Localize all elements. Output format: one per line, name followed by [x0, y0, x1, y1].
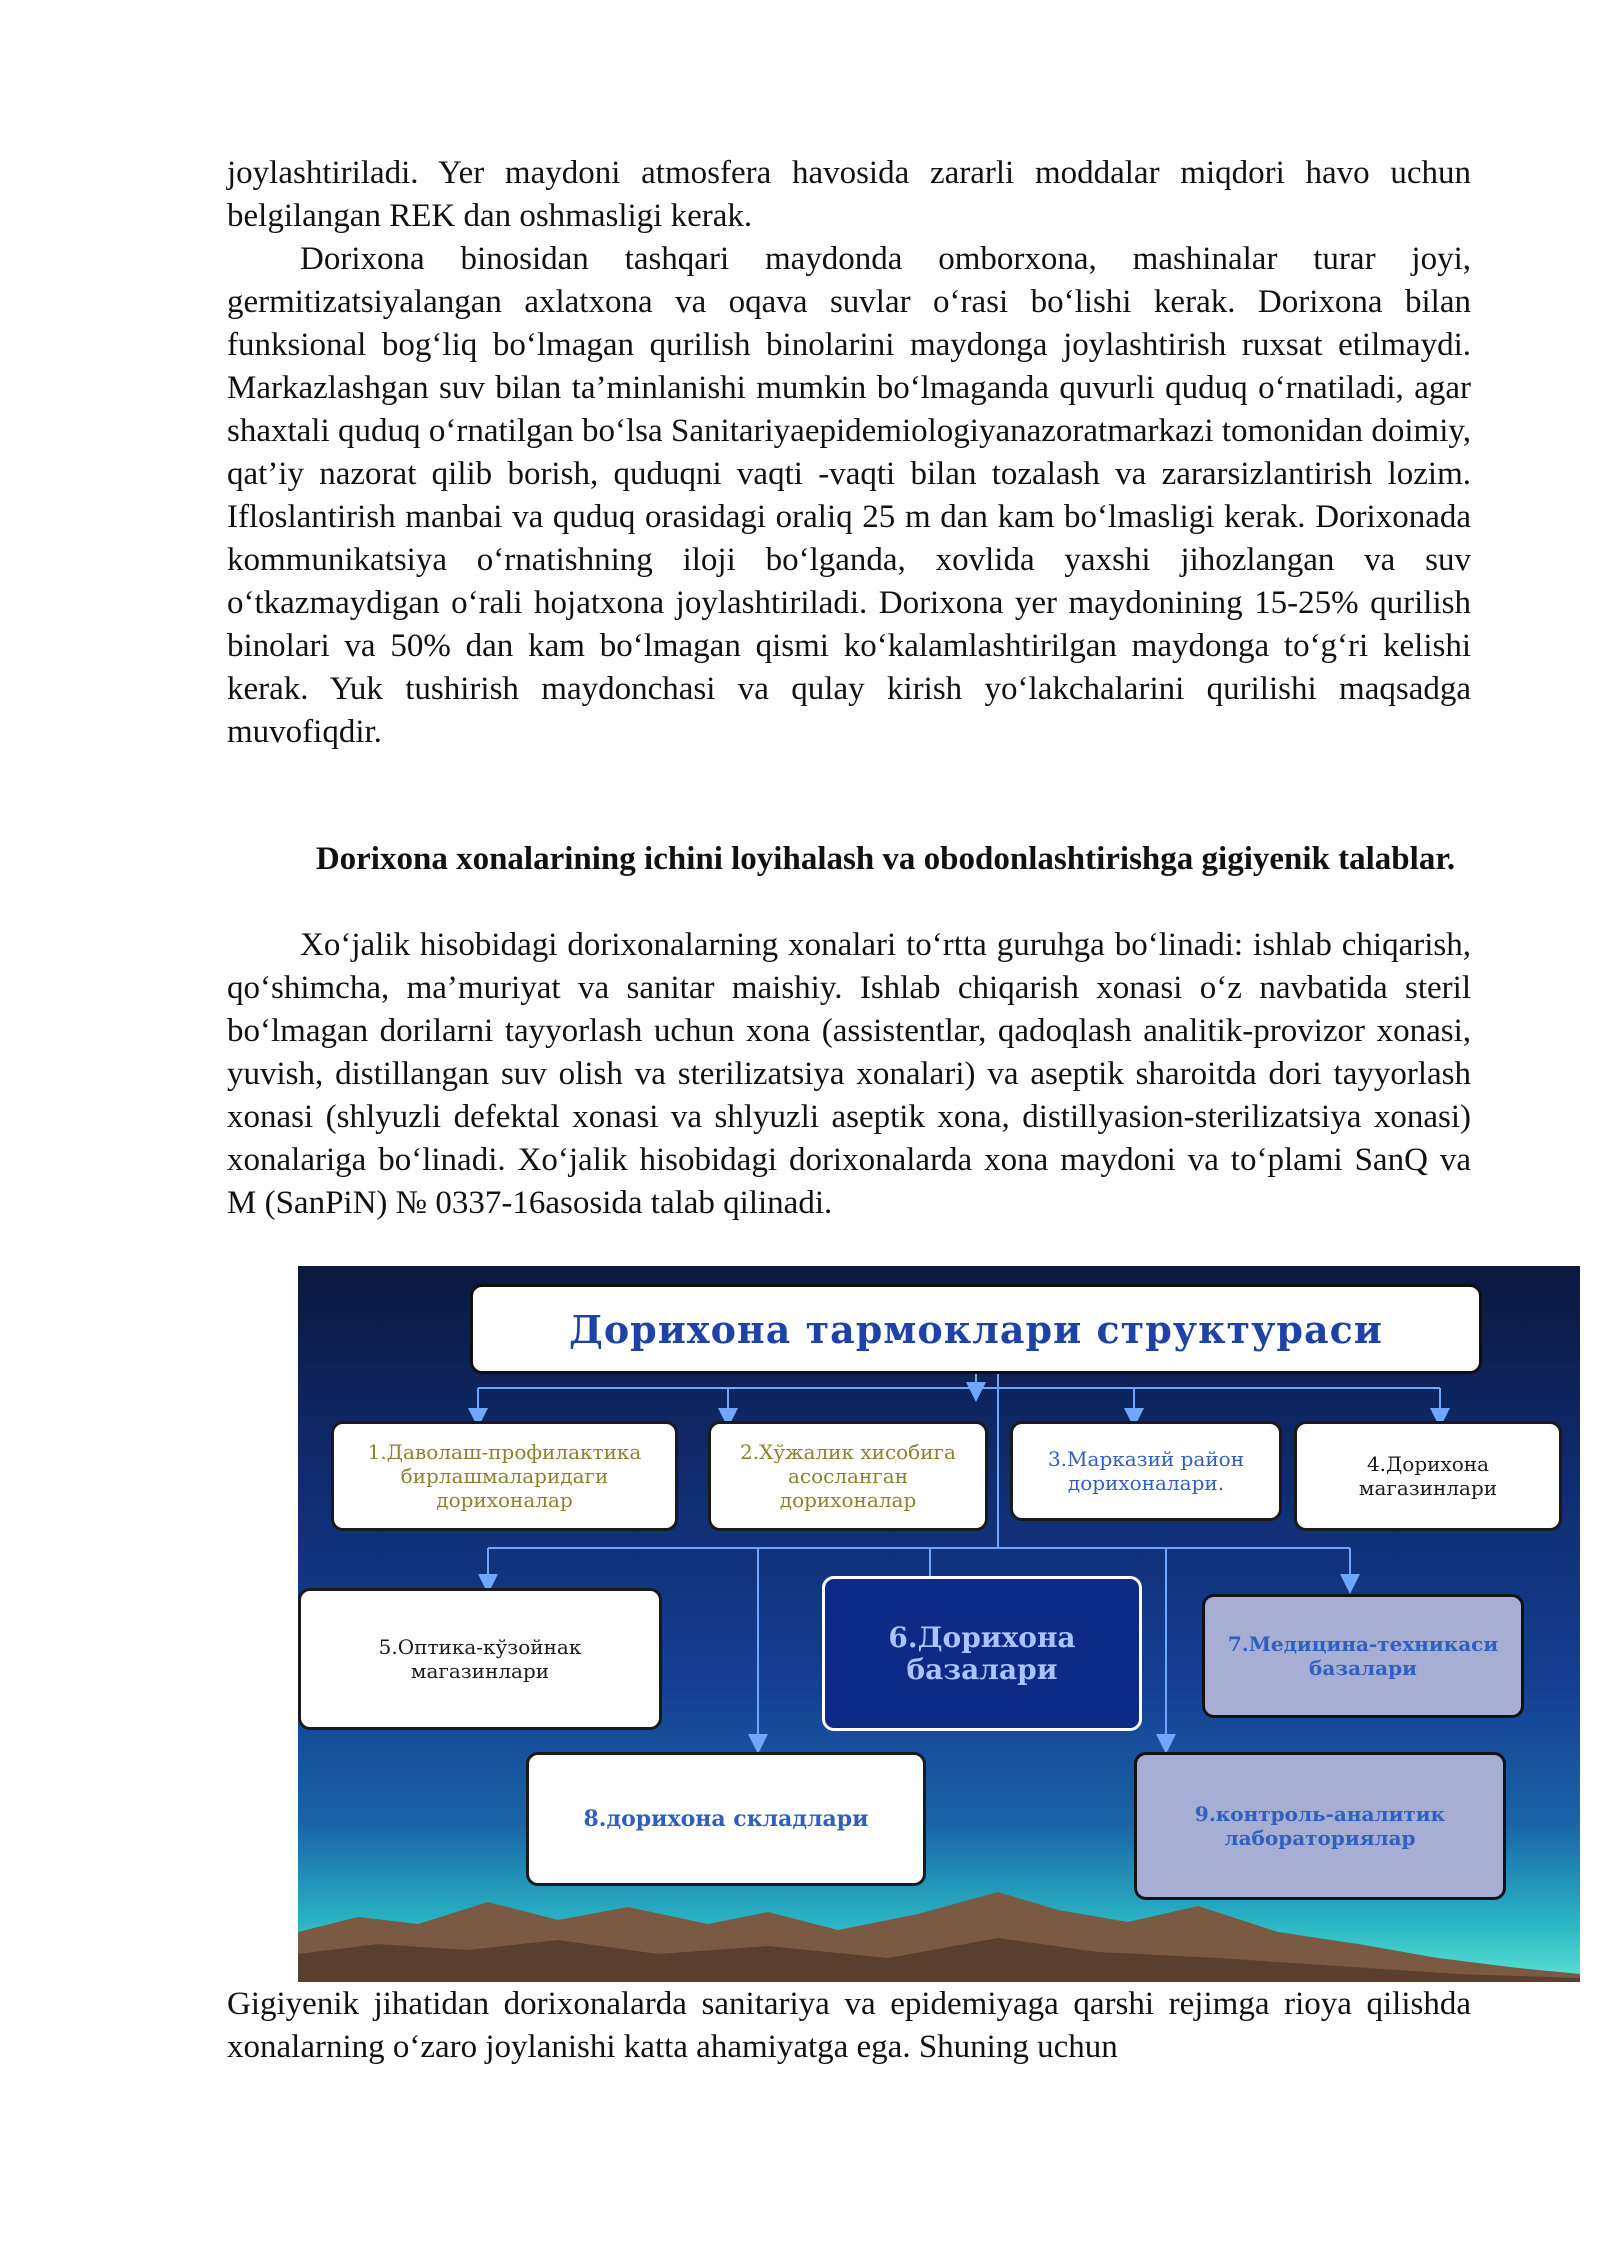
diagram-box-5 [298, 1588, 662, 1730]
top-text-block [227, 152, 1471, 754]
diagram-box-3 [1010, 1421, 1282, 1521]
paragraph: Gigiyenik jihatidan dorixonalarda sanitariya va epidemiyaga qarshi rejimga rioya qilishda xonalarning o‘zaro joylanishi katta ahamiyatga ega. Shuning uchun [227, 1986, 1471, 2065]
diagram-title-box [470, 1284, 1482, 1374]
diagram-box-label: 6.Дорихона базалари [888, 1620, 1076, 1686]
diagram-box-label: 1.Даволаш-профилактика бирлашмаларидаги дорихоналар [367, 1440, 642, 1512]
diagram-box-6 [822, 1576, 1142, 1731]
paragraph: Dorixona binosidan tashqari maydonda omborxona, mashinalar turar joyi, germitizatsiyalangan axlatxona va oqava suvlar o‘rasi bo‘lishi kerak. Dorixona bilan funksional bog‘liq bo‘lmagan qurilish binolarini maydonga joylashtirish ruxsat etilmaydi. Markazlashgan suv bilan ta’minlanishi mumkin bo‘lmaganda quvurli quduq o‘rnatiladi, agar shaxtali quduq o‘rnatilgan bo‘lsa Sanitariyaepidemiologiyanazoratmarkazi tomonidan doimiy, qat’iy nazorat qilib borish, quduqni vaqti -vaqti bilan tozalash va zararsizlantirish lozim. Ifloslantirish manbai va quduq orasidagi oraliq 25 m dan kam bo‘lmasligi kerak. Dorixonada kommunikatsiya o‘rnatishning iloji bo‘lganda, xovlida yaxshi jihozlangan va suv o‘tkazmaydigan o‘rali hojatxona joylashtiriladi. Dorixona yer maydonining 15-25% qurilish binolari va 50% dan kam bo‘lmagan qismi ko‘kalamlashtirilgan maydonga to‘g‘ri kelishi kerak. Yuk tushirish maydonchasi va qulay kirish yo‘lakchalarini qurilishi maqsadga muvofiqdir. [227, 241, 1471, 750]
diagram-box-1 [331, 1421, 678, 1531]
section-text-block [227, 924, 1471, 1225]
paragraph: joylashtiriladi. Yer maydoni atmosfera havosida zararli moddalar miqdori havo uchun belgilangan REK dan oshmasligi kerak. [227, 155, 1471, 234]
diagram-box-label: 3.Марказий район дорихоналари. [1047, 1447, 1245, 1495]
diagram-box-label: 9.контроль-аналитик лабораториялар [1194, 1802, 1446, 1850]
diagram-box-9 [1134, 1752, 1506, 1900]
diagram-box-label: 5.Оптика-кўзойнак магазинлари [378, 1635, 582, 1683]
diagram-box-label: 4.Дорихона магазинлари [1358, 1452, 1498, 1500]
diagram-title: Дорихона тармоклари структураси [569, 1306, 1383, 1352]
diagram-box-8 [526, 1752, 926, 1886]
section-heading: Dorixona xonalarining ichini loyihalash va obodonlashtirishga gigiyenik talablar. [315, 841, 1456, 877]
diagram-box-label: 2.Хўжалик хисобига асосланган дорихоналар [740, 1440, 956, 1512]
paragraph: Xo‘jalik hisobidagi dorixonalarning xonalari to‘rtta guruhga bo‘linadi: ishlab chiqarish, qo‘shimcha, ma’muriyat va sanitar maishiy. Ishlab chiqarish xonasi o‘z navbatida steril bo‘lmagan dorilarni tayyorlash uchun xona (assistentlar, qadoqlash analitik-provizor xonasi, yuvish, distillangan suv olish va sterilizatsiya xonalari) va aseptik sharoitda dori tayyorlash xonasi (shlyuzli defektal xonasi va shlyuzli aseptik xona, distillyasion-sterilizatsiya xonasi) xonalariga bo‘linadi. Xo‘jalik hisobidagi dorixonalarda xona maydoni va to‘plami SanQ va M (SanPiN) № 0337-16asosida talab qilinadi. [227, 927, 1471, 1221]
pharmacy-network-diagram [298, 1266, 1580, 1982]
diagram-box-label: 8.дорихона складлари [583, 1806, 869, 1832]
bottom-text-block [227, 1983, 1471, 2069]
diagram-box-label: 7.Медицина-техникаси базалари [1227, 1632, 1499, 1680]
diagram-box-7 [1202, 1594, 1524, 1718]
diagram-box-2 [708, 1421, 988, 1531]
diagram-box-4 [1294, 1421, 1562, 1531]
